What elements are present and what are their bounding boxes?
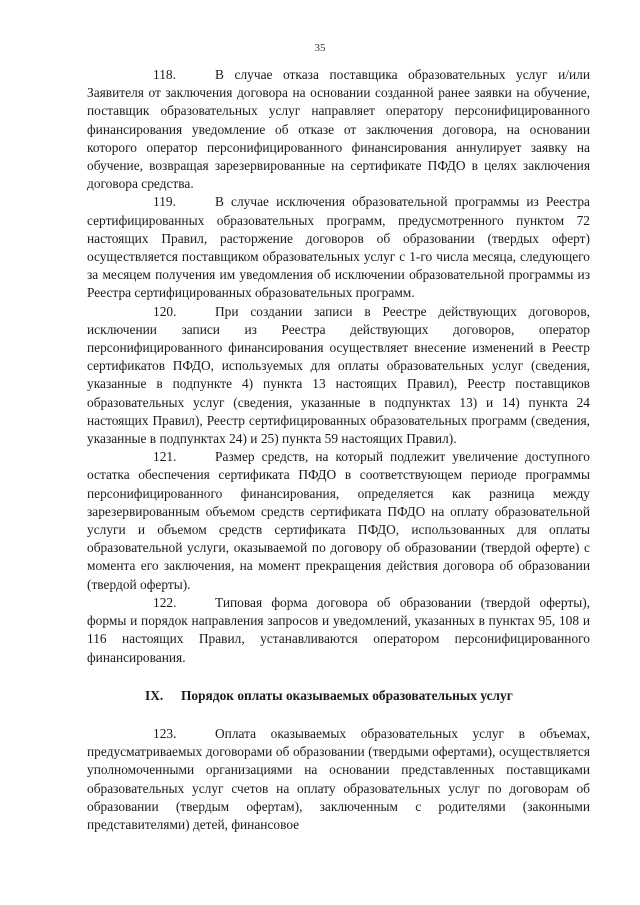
paragraph-text: Типовая форма договора об образовании (твердой оферты), формы и порядок направления запросов и уведомлений, указанных в пунктах 95, 108 и 116 настоящих Правил, устанавливаются оператором персонифицированного финансирования. [87, 594, 590, 665]
paragraph-118 [87, 66, 590, 193]
document-body [87, 66, 590, 834]
section-heading [87, 687, 590, 705]
paragraph-number: 121. [153, 449, 177, 465]
paragraph-text: В случае отказа поставщика образовательных услуг и/или Заявителя от заключения договора на основании созданной ранее заявки на обучение, поставщик образовательных услуг направляет оператору персонифицированного финансирования уведомление об отказе от заключения договора, на основании которого оператор персонифицированного финансирования аннулирует заявку на обучение, возвращая зарезервированные на сертификате ПФДО в целях заключения договора средства. [87, 67, 590, 192]
paragraph-122 [87, 594, 590, 667]
paragraph-number: 123. [153, 725, 177, 741]
paragraph-text: Оплата оказываемых образовательных услуг в объемах, предусматриваемых договорами об образовании (твердыми офертами), осуществляется уполномоченными организациями на основании представленных поставщиками образовательных услуг счетов на оплату образовательных услуг по договорам об образовании (твердым офертам), заключенным с родителями (законными представителями) детей, финансовое [87, 725, 590, 832]
paragraph-text: Размер средств, на который подлежит увеличение доступного остатка обеспечения сертификата ПФДО в соответствующем периоде программы персонифицированного финансирования, определяется как разница между зарезервированным объемом средств сертификата ПФДО на оплату образовательной услуги и объемом средств сертификата ПФДО, использованных для оплаты образовательной услуги, оказываемой по договору об образовании (твердой оферте) с момента его заключения, на момент прекращения действия договора об образовании (твердой оферты). [87, 449, 590, 592]
paragraph-121 [87, 448, 590, 594]
paragraph-number: 120. [153, 303, 177, 319]
paragraph-number: 122. [153, 594, 177, 610]
paragraph-text: В случае исключения образовательной программы из Реестра сертифицированных образовательных программ, предусмотренного пунктом 72 настоящих Правил, расторжение договоров об образовании (твердых оферт) осуществляется поставщиком образовательных услуг с 1-го числа месяца, следующего за месяцем получения им уведомления об исключении образовательной программы из Реестра сертифицированных образовательных программ. [87, 194, 590, 301]
paragraph-number: 119. [153, 194, 176, 210]
paragraph-119 [87, 193, 590, 302]
page-number: 35 [314, 42, 326, 54]
paragraph-text: При создании записи в Реестре действующих договоров, исключении записи из Реестра действующих договоров, оператор персонифицированного финансирования осуществляет внесение изменений в Реестр сертификатов ПФДО, используемых для оплаты образовательных услуг (сведения, указанные в подпункте 4) пункта 13 настоящих Правил), Реестр поставщиков образовательных услуг (сведения, указанные в подпунктах 13) и 14) пункта 24 настоящих Правил), Реестр сертифицированных образовательных программ (сведения, указанные в подпунктах 24) и 25) пункта 59 настоящих Правил). [87, 303, 590, 447]
paragraph-number: 118. [153, 67, 176, 82]
paragraph-123 [87, 725, 590, 834]
section-number: IX. [145, 687, 164, 703]
section-title: Порядок оплаты оказываемых образовательных услуг [181, 687, 513, 703]
paragraph-120 [87, 303, 590, 449]
